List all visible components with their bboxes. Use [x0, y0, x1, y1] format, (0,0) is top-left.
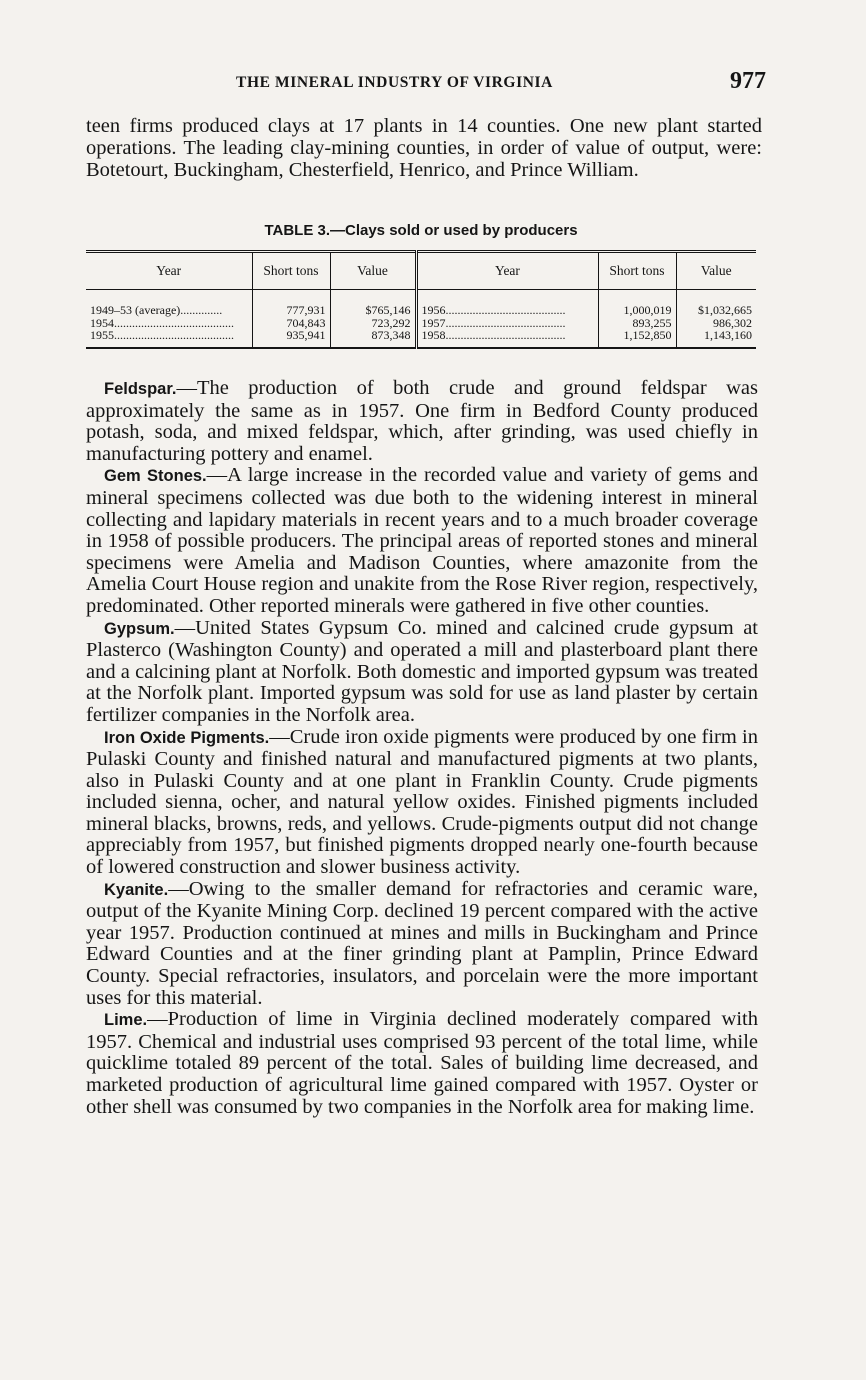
section-iron-oxide-pigments	[86, 727, 758, 879]
section-feldspar	[86, 378, 758, 465]
section-title: Gypsum.	[104, 619, 175, 638]
value-cell: 723,292	[330, 317, 416, 330]
col-header-year-right: Year	[416, 252, 598, 290]
section-text: —The production of both crude and ground feldspar was approximately the same as in 1957. One firm in Bedford County produced potash, soda, and mixed feldspar, which, after grinding, was used chiefly in manufacturing pottery and enamel.	[86, 377, 758, 465]
year-cell: 1949–53 (average)..............	[86, 290, 252, 317]
page-header	[86, 68, 766, 104]
col-header-short-tons-right: Short tons	[598, 252, 676, 290]
value-cell: 1,143,160	[704, 328, 752, 342]
value-cell: 986,302	[713, 315, 752, 330]
col-header-value-left: Value	[330, 252, 416, 290]
value-cell: 873,348	[330, 329, 416, 348]
section-gem-stones	[86, 465, 758, 617]
commodity-sections	[86, 378, 758, 1118]
short-tons-cell: 893,255	[598, 317, 676, 330]
section-title: Gem Stones.	[104, 467, 207, 486]
short-tons-cell: 777,931	[252, 290, 330, 317]
col-header-value-right: Value	[700, 262, 732, 278]
section-title: Kyanite.	[104, 880, 169, 899]
section-title: Iron Oxide Pigments.	[104, 728, 270, 747]
intro-paragraph	[86, 116, 762, 181]
table-header-row	[86, 252, 756, 290]
section-title: Feldspar.	[104, 380, 177, 398]
section-text: —Owing to the smaller demand for refractories and ceramic ware, output of the Kyanite Mining Corp. declined 19 percent compared with the active year 1957. Production continued at mines and mills in Buckingham and Prince Edward Counties and at the finer grinding plant at Pamplin, Prince Edward County. Special refractories, insulators, and porcelain were the more important uses for this material.	[86, 877, 758, 1009]
short-tons-cell: 1,000,019	[598, 290, 676, 317]
section-text: —A large increase in the recorded value and variety of gems and mineral specimens collected was due both to the widening interest in mineral collecting and lapidary materials in recent years and to a much broader coverage in 1958 of possible producers. The principal areas of reported stones and mineral specimens were Amelia and Madison Counties, where amazonite from the Amelia Court House region and unakite from the Rose River region, respectively, predominated. Other reported minerals were gathered in five other counties.	[86, 464, 758, 617]
section-gypsum	[86, 618, 758, 727]
year-cell: 1958........................................	[416, 329, 598, 348]
table-row	[86, 329, 756, 348]
section-lime	[86, 1009, 758, 1118]
section-text: —Production of lime in Virginia declined moderately compared with 1957. Chemical and industrial uses comprised 93 percent of the total lime, while quicklime totaled 89 percent of the total. Sales of building lime decreased, and marketed production of agricultural lime gained compared with 1957. Oyster or other shell was consumed by two companies in the Norfolk area for making lime.	[86, 1008, 758, 1118]
short-tons-cell: 935,941	[252, 329, 330, 348]
section-title: Lime.	[104, 1011, 148, 1030]
col-header-year-left: Year	[86, 252, 252, 290]
year-cell: 1956........................................	[416, 290, 598, 317]
section-kyanite	[86, 879, 758, 1010]
value-cell: $765,146	[330, 290, 416, 317]
intro-text: teen firms produced clays at 17 plants in 14 counties. One new plant started operations. The leading clay-mining counties, in order of value of output, were: Botetourt, Buckingham, Chesterfield, Henrico, and Prince William.	[86, 115, 762, 181]
short-tons-cell: 704,843	[252, 317, 330, 330]
table-row	[86, 290, 756, 317]
running-head: THE MINERAL INDUSTRY OF VIRGINIA	[236, 74, 553, 91]
short-tons-cell: 1,152,850	[598, 329, 676, 348]
year-cell: 1957........................................	[416, 317, 598, 330]
clays-table	[86, 250, 756, 349]
value-cell: $1,032,665	[698, 303, 752, 317]
col-header-short-tons-left: Short tons	[252, 252, 330, 290]
table-title: TABLE 3.—Clays sold or used by producers	[264, 222, 578, 239]
section-text: —United States Gypsum Co. mined and calcined crude gypsum at Plasterco (Washington County) and operated a mill and plasterboard plant there and a calcining plant at Norfolk. Both domestic and imported gypsum was treated at the Norfolk plant. Imported gypsum was sold for use as land plaster by certain fertilizer companies in the Norfolk area.	[86, 616, 758, 726]
section-text: —Crude iron oxide pigments were produced by one firm in Pulaski County and finished natural and manufactured pigments at two plants, also in Pulaski County and at one plant in Franklin County. Crude pigments included sienna, ocher, and natural yellow oxides. Finished pigments included mineral blacks, browns, reds, and yellows. Crude-pigments output did not change appreciably from 1957, but finished pigments dropped nearly one-fourth because of lowered construction and slower business activity.	[86, 725, 758, 879]
page-number: 977	[730, 68, 766, 94]
year-cell: 1954........................................	[86, 317, 252, 330]
year-cell: 1955........................................	[86, 329, 252, 348]
